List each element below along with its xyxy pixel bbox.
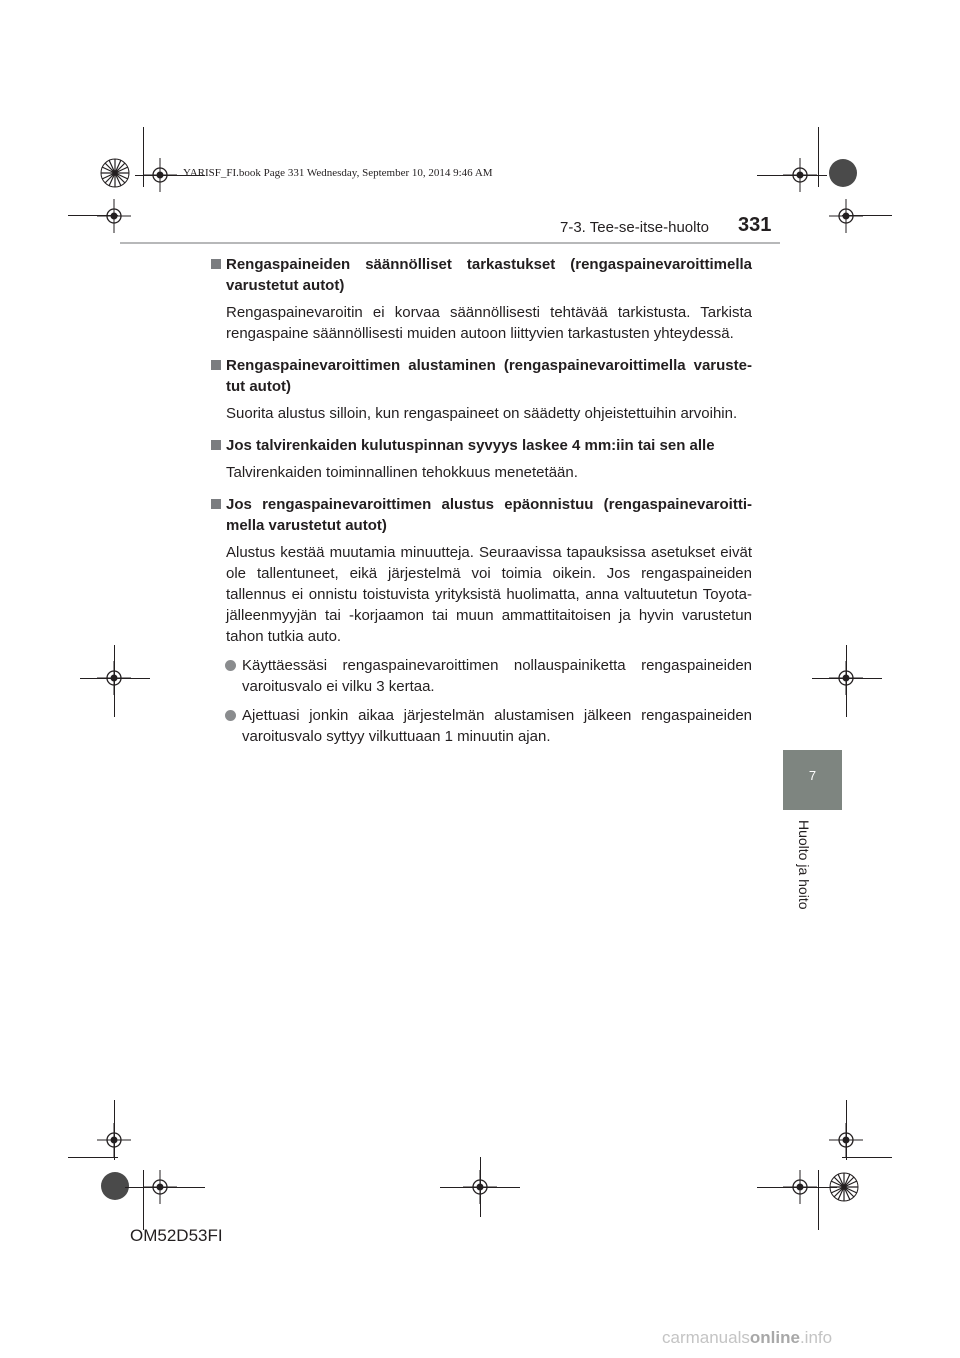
crop-line <box>818 1170 819 1230</box>
crop-line <box>143 1170 144 1230</box>
chapter-title: Huolto ja hoito <box>796 820 812 910</box>
watermark: carmanualsonline.info <box>662 1328 833 1347</box>
square-bullet-icon <box>211 499 221 509</box>
crop-line <box>68 215 118 216</box>
manual-code: OM52D53FI <box>130 1226 223 1245</box>
section-block <box>210 254 752 344</box>
page-number: 331 <box>738 214 772 236</box>
crop-line <box>114 1100 115 1160</box>
section-heading: Jos rengaspainevaroittimen alustus epäonnistuu (rengaspainevaroitti-mella varustetut autot) <box>210 494 752 536</box>
section-title: 7-3. Tee-se-itse-huolto <box>560 219 709 236</box>
round-bullet-icon <box>225 660 236 671</box>
square-bullet-icon <box>211 360 221 370</box>
section-block <box>210 435 752 483</box>
page-content <box>210 254 752 758</box>
round-bullet-icon <box>225 710 236 721</box>
registration-dot-icon <box>829 159 857 187</box>
crosshair-mark-icon <box>97 199 131 233</box>
section-text: Talvirenkaiden toiminnallinen tehokkuus menetetään. <box>226 464 578 481</box>
crosshair-mark-icon <box>829 199 863 233</box>
crop-line <box>125 1187 205 1188</box>
section-heading: Rengaspainevaroittimen alustaminen (rengaspainevaroittimella varuste-tut autot) <box>210 355 752 397</box>
section-text: Alustus kestää muutamia minuutteja. Seuraavissa tapauksissa asetukset eivät ole tallentuneet, eikä järjestelmä voi toimia oikein. Jos rengaspaineiden tallennus ei onnistu toistuvista yrityksistä huolimatta, anna valtuutetun Toyota-jälleenmyyjän tai -korjaamon tai muun ammattitaitoisen ja hyvin varustetun tahon tutkia auto. <box>226 544 752 645</box>
crop-line <box>842 215 892 216</box>
crop-line <box>143 127 144 187</box>
crop-line <box>80 678 150 679</box>
crop-line <box>114 645 115 717</box>
section-heading: Jos talvirenkaiden kulutuspinnan syvyys laskee 4 mm:iin tai sen alle <box>210 435 752 456</box>
crop-line <box>480 1157 481 1217</box>
crop-line <box>818 127 819 187</box>
chapter-tab <box>783 750 842 810</box>
list-item: Käyttäessäsi rengaspainevaroittimen nollauspainiketta rengaspaineiden varoitusvalo ei vilku 3 kertaa. <box>210 655 752 697</box>
registration-dot-icon <box>101 1172 129 1200</box>
list-item: Ajettuasi jonkin aikaa järjestelmän alustamisen jälkeen rengaspaineiden varoitusvalo syttyy vilkuttuaan 1 minuutin ajan. <box>210 705 752 747</box>
section-block <box>210 355 752 424</box>
crop-line <box>68 1157 118 1158</box>
square-bullet-icon <box>211 440 221 450</box>
crop-line <box>846 1100 847 1160</box>
section-text: Suorita alustus silloin, kun rengaspaineet on säädetty ohjeistettuihin arvoihin. <box>226 405 738 422</box>
book-info: YARISF_FI.book Page 331 Wednesday, September 10, 2014 9:46 AM <box>183 167 493 179</box>
crop-line <box>757 1187 837 1188</box>
crop-line <box>846 645 847 717</box>
chapter-number: 7 <box>808 768 817 783</box>
crop-line <box>757 175 827 176</box>
square-bullet-icon <box>211 259 221 269</box>
crop-line <box>842 1157 892 1158</box>
section-text: Rengaspainevaroitin ei korvaa säännöllisesti tehtävää tarkistusta. Tarkista rengaspaine säännöllisesti muiden autoon liittyvien tarkastusten yhteydessä. <box>226 304 752 342</box>
crop-line <box>812 678 882 679</box>
section-heading: Rengaspaineiden säännölliset tarkastukset (rengaspainevaroittimella varustetut autot) <box>210 254 752 296</box>
sunburst-registration-icon <box>100 158 130 188</box>
section-block <box>210 494 752 747</box>
header-divider <box>120 242 780 244</box>
